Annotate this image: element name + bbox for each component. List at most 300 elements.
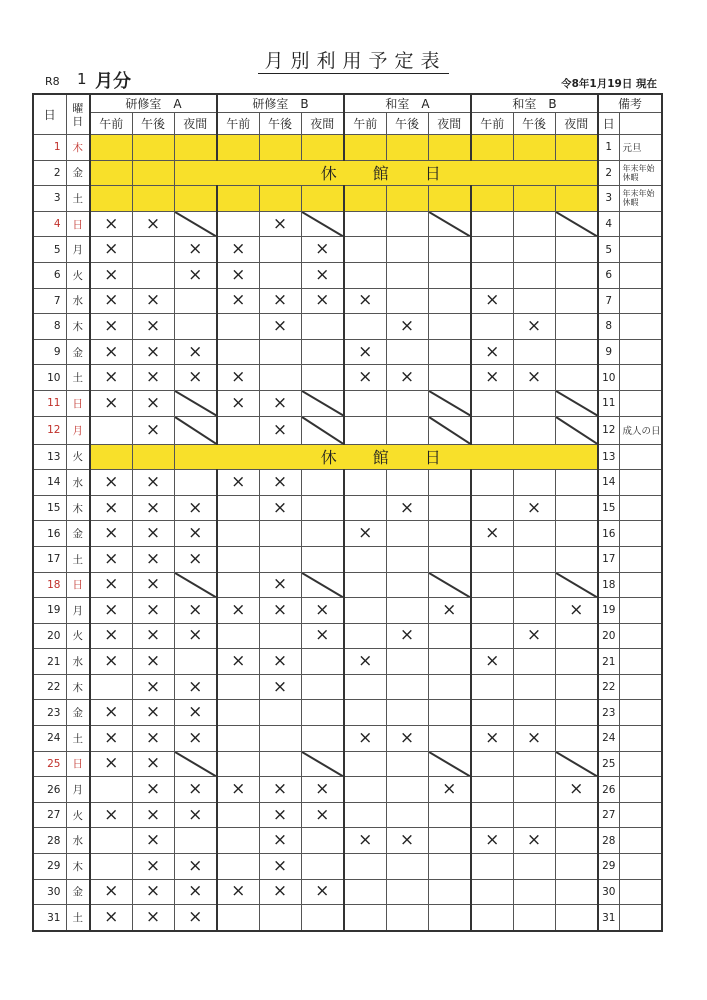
available-slot[interactable] bbox=[555, 495, 598, 521]
booked-slot[interactable] bbox=[259, 314, 301, 340]
available-slot[interactable] bbox=[90, 777, 132, 803]
available-slot[interactable] bbox=[90, 854, 132, 880]
booked-slot[interactable] bbox=[132, 802, 174, 828]
available-slot[interactable] bbox=[386, 700, 428, 726]
available-slot[interactable] bbox=[513, 211, 555, 237]
booked-slot[interactable] bbox=[132, 726, 174, 752]
booked-slot[interactable] bbox=[174, 777, 217, 803]
available-slot[interactable] bbox=[301, 546, 344, 572]
booked-slot[interactable] bbox=[174, 802, 217, 828]
available-slot[interactable] bbox=[555, 854, 598, 880]
available-slot[interactable] bbox=[344, 572, 386, 598]
booked-slot[interactable] bbox=[217, 777, 259, 803]
booked-slot[interactable] bbox=[132, 598, 174, 624]
available-slot[interactable] bbox=[344, 262, 386, 288]
available-slot[interactable] bbox=[259, 262, 301, 288]
available-slot[interactable] bbox=[471, 751, 513, 777]
available-slot[interactable] bbox=[386, 211, 428, 237]
available-slot[interactable] bbox=[217, 905, 259, 931]
available-slot[interactable] bbox=[386, 854, 428, 880]
booked-slot[interactable] bbox=[132, 521, 174, 547]
booked-slot[interactable] bbox=[301, 802, 344, 828]
available-slot[interactable] bbox=[471, 879, 513, 905]
available-slot[interactable] bbox=[471, 390, 513, 416]
booked-slot[interactable] bbox=[513, 314, 555, 340]
available-slot[interactable] bbox=[386, 470, 428, 496]
available-slot[interactable] bbox=[428, 726, 471, 752]
unavailable-slot[interactable] bbox=[174, 572, 217, 598]
booked-slot[interactable] bbox=[132, 314, 174, 340]
available-slot[interactable] bbox=[132, 237, 174, 263]
booked-slot[interactable] bbox=[132, 854, 174, 880]
booked-slot[interactable] bbox=[301, 237, 344, 263]
booked-slot[interactable] bbox=[513, 726, 555, 752]
available-slot[interactable] bbox=[301, 314, 344, 340]
available-slot[interactable] bbox=[555, 828, 598, 854]
available-slot[interactable] bbox=[217, 546, 259, 572]
available-slot[interactable] bbox=[344, 751, 386, 777]
booked-slot[interactable] bbox=[132, 674, 174, 700]
booked-slot[interactable] bbox=[174, 339, 217, 365]
available-slot[interactable] bbox=[513, 674, 555, 700]
available-slot[interactable] bbox=[513, 598, 555, 624]
available-slot[interactable] bbox=[174, 314, 217, 340]
available-slot[interactable] bbox=[471, 674, 513, 700]
available-slot[interactable] bbox=[301, 854, 344, 880]
unavailable-slot[interactable] bbox=[301, 751, 344, 777]
available-slot[interactable] bbox=[471, 470, 513, 496]
booked-slot[interactable] bbox=[301, 623, 344, 649]
available-slot[interactable] bbox=[471, 598, 513, 624]
available-slot[interactable] bbox=[428, 339, 471, 365]
available-slot[interactable] bbox=[217, 416, 259, 444]
available-slot[interactable] bbox=[90, 416, 132, 444]
unavailable-slot[interactable] bbox=[174, 390, 217, 416]
available-slot[interactable] bbox=[386, 674, 428, 700]
booked-slot[interactable] bbox=[132, 777, 174, 803]
booked-slot[interactable] bbox=[471, 365, 513, 391]
available-slot[interactable] bbox=[259, 365, 301, 391]
available-slot[interactable] bbox=[428, 905, 471, 931]
available-slot[interactable] bbox=[217, 751, 259, 777]
available-slot[interactable] bbox=[555, 726, 598, 752]
unavailable-slot[interactable] bbox=[428, 390, 471, 416]
booked-slot[interactable] bbox=[344, 726, 386, 752]
unavailable-slot[interactable] bbox=[555, 572, 598, 598]
unavailable-slot[interactable] bbox=[301, 572, 344, 598]
available-slot[interactable] bbox=[344, 674, 386, 700]
available-slot[interactable] bbox=[217, 314, 259, 340]
available-slot[interactable] bbox=[471, 623, 513, 649]
booked-slot[interactable] bbox=[174, 854, 217, 880]
unavailable-slot[interactable] bbox=[174, 416, 217, 444]
available-slot[interactable] bbox=[513, 339, 555, 365]
booked-slot[interactable] bbox=[259, 802, 301, 828]
available-slot[interactable] bbox=[301, 726, 344, 752]
booked-slot[interactable] bbox=[259, 777, 301, 803]
booked-slot[interactable] bbox=[217, 879, 259, 905]
booked-slot[interactable] bbox=[386, 726, 428, 752]
unavailable-slot[interactable] bbox=[555, 416, 598, 444]
booked-slot[interactable] bbox=[90, 339, 132, 365]
booked-slot[interactable] bbox=[217, 237, 259, 263]
booked-slot[interactable] bbox=[386, 365, 428, 391]
booked-slot[interactable] bbox=[344, 828, 386, 854]
booked-slot[interactable] bbox=[174, 521, 217, 547]
booked-slot[interactable] bbox=[513, 623, 555, 649]
available-slot[interactable] bbox=[471, 572, 513, 598]
booked-slot[interactable] bbox=[132, 365, 174, 391]
available-slot[interactable] bbox=[555, 879, 598, 905]
available-slot[interactable] bbox=[555, 674, 598, 700]
available-slot[interactable] bbox=[555, 521, 598, 547]
booked-slot[interactable] bbox=[132, 828, 174, 854]
booked-slot[interactable] bbox=[90, 649, 132, 675]
available-slot[interactable] bbox=[471, 416, 513, 444]
booked-slot[interactable] bbox=[132, 879, 174, 905]
booked-slot[interactable] bbox=[217, 288, 259, 314]
available-slot[interactable] bbox=[217, 726, 259, 752]
booked-slot[interactable] bbox=[174, 262, 217, 288]
available-slot[interactable] bbox=[386, 598, 428, 624]
booked-slot[interactable] bbox=[90, 288, 132, 314]
booked-slot[interactable] bbox=[259, 390, 301, 416]
available-slot[interactable] bbox=[217, 521, 259, 547]
available-slot[interactable] bbox=[386, 262, 428, 288]
booked-slot[interactable] bbox=[428, 598, 471, 624]
booked-slot[interactable] bbox=[471, 339, 513, 365]
available-slot[interactable] bbox=[344, 802, 386, 828]
available-slot[interactable] bbox=[301, 700, 344, 726]
available-slot[interactable] bbox=[428, 546, 471, 572]
booked-slot[interactable] bbox=[90, 365, 132, 391]
booked-slot[interactable] bbox=[90, 802, 132, 828]
available-slot[interactable] bbox=[513, 905, 555, 931]
booked-slot[interactable] bbox=[344, 649, 386, 675]
available-slot[interactable] bbox=[301, 470, 344, 496]
unavailable-slot[interactable] bbox=[428, 572, 471, 598]
unavailable-slot[interactable] bbox=[428, 211, 471, 237]
booked-slot[interactable] bbox=[132, 572, 174, 598]
unavailable-slot[interactable] bbox=[174, 751, 217, 777]
booked-slot[interactable] bbox=[90, 572, 132, 598]
available-slot[interactable] bbox=[428, 879, 471, 905]
available-slot[interactable] bbox=[386, 237, 428, 263]
booked-slot[interactable] bbox=[344, 365, 386, 391]
booked-slot[interactable] bbox=[471, 726, 513, 752]
unavailable-slot[interactable] bbox=[555, 751, 598, 777]
available-slot[interactable] bbox=[344, 211, 386, 237]
available-slot[interactable] bbox=[471, 905, 513, 931]
available-slot[interactable] bbox=[174, 828, 217, 854]
available-slot[interactable] bbox=[513, 751, 555, 777]
booked-slot[interactable] bbox=[217, 390, 259, 416]
booked-slot[interactable] bbox=[174, 674, 217, 700]
available-slot[interactable] bbox=[471, 546, 513, 572]
available-slot[interactable] bbox=[471, 854, 513, 880]
available-slot[interactable] bbox=[301, 339, 344, 365]
available-slot[interactable] bbox=[259, 546, 301, 572]
available-slot[interactable] bbox=[259, 700, 301, 726]
available-slot[interactable] bbox=[513, 470, 555, 496]
available-slot[interactable] bbox=[259, 751, 301, 777]
available-slot[interactable] bbox=[217, 623, 259, 649]
unavailable-slot[interactable] bbox=[428, 751, 471, 777]
booked-slot[interactable] bbox=[301, 262, 344, 288]
booked-slot[interactable] bbox=[90, 390, 132, 416]
available-slot[interactable] bbox=[301, 649, 344, 675]
booked-slot[interactable] bbox=[132, 700, 174, 726]
available-slot[interactable] bbox=[555, 237, 598, 263]
booked-slot[interactable] bbox=[428, 777, 471, 803]
available-slot[interactable] bbox=[513, 777, 555, 803]
booked-slot[interactable] bbox=[386, 495, 428, 521]
booked-slot[interactable] bbox=[217, 365, 259, 391]
available-slot[interactable] bbox=[513, 700, 555, 726]
booked-slot[interactable] bbox=[174, 726, 217, 752]
available-slot[interactable] bbox=[344, 879, 386, 905]
available-slot[interactable] bbox=[513, 390, 555, 416]
available-slot[interactable] bbox=[386, 546, 428, 572]
available-slot[interactable] bbox=[428, 700, 471, 726]
available-slot[interactable] bbox=[344, 598, 386, 624]
available-slot[interactable] bbox=[217, 700, 259, 726]
booked-slot[interactable] bbox=[132, 416, 174, 444]
available-slot[interactable] bbox=[428, 802, 471, 828]
available-slot[interactable] bbox=[217, 674, 259, 700]
booked-slot[interactable] bbox=[90, 726, 132, 752]
booked-slot[interactable] bbox=[90, 623, 132, 649]
booked-slot[interactable] bbox=[174, 237, 217, 263]
available-slot[interactable] bbox=[259, 623, 301, 649]
booked-slot[interactable] bbox=[259, 495, 301, 521]
booked-slot[interactable] bbox=[386, 623, 428, 649]
unavailable-slot[interactable] bbox=[555, 390, 598, 416]
available-slot[interactable] bbox=[513, 854, 555, 880]
booked-slot[interactable] bbox=[344, 339, 386, 365]
available-slot[interactable] bbox=[217, 339, 259, 365]
available-slot[interactable] bbox=[555, 365, 598, 391]
available-slot[interactable] bbox=[301, 495, 344, 521]
booked-slot[interactable] bbox=[301, 288, 344, 314]
available-slot[interactable] bbox=[555, 700, 598, 726]
available-slot[interactable] bbox=[386, 339, 428, 365]
available-slot[interactable] bbox=[386, 879, 428, 905]
available-slot[interactable] bbox=[428, 521, 471, 547]
booked-slot[interactable] bbox=[259, 649, 301, 675]
booked-slot[interactable] bbox=[555, 777, 598, 803]
booked-slot[interactable] bbox=[132, 470, 174, 496]
available-slot[interactable] bbox=[344, 237, 386, 263]
unavailable-slot[interactable] bbox=[555, 211, 598, 237]
booked-slot[interactable] bbox=[513, 365, 555, 391]
booked-slot[interactable] bbox=[174, 598, 217, 624]
booked-slot[interactable] bbox=[259, 416, 301, 444]
available-slot[interactable] bbox=[386, 802, 428, 828]
available-slot[interactable] bbox=[428, 365, 471, 391]
booked-slot[interactable] bbox=[174, 879, 217, 905]
booked-slot[interactable] bbox=[90, 521, 132, 547]
available-slot[interactable] bbox=[386, 416, 428, 444]
booked-slot[interactable] bbox=[513, 828, 555, 854]
booked-slot[interactable] bbox=[132, 623, 174, 649]
booked-slot[interactable] bbox=[259, 211, 301, 237]
available-slot[interactable] bbox=[386, 572, 428, 598]
available-slot[interactable] bbox=[428, 237, 471, 263]
available-slot[interactable] bbox=[344, 854, 386, 880]
available-slot[interactable] bbox=[513, 288, 555, 314]
booked-slot[interactable] bbox=[217, 649, 259, 675]
booked-slot[interactable] bbox=[259, 854, 301, 880]
booked-slot[interactable] bbox=[217, 262, 259, 288]
booked-slot[interactable] bbox=[344, 288, 386, 314]
available-slot[interactable] bbox=[513, 237, 555, 263]
booked-slot[interactable] bbox=[132, 390, 174, 416]
available-slot[interactable] bbox=[555, 470, 598, 496]
booked-slot[interactable] bbox=[174, 623, 217, 649]
available-slot[interactable] bbox=[471, 802, 513, 828]
available-slot[interactable] bbox=[513, 546, 555, 572]
available-slot[interactable] bbox=[428, 623, 471, 649]
available-slot[interactable] bbox=[132, 262, 174, 288]
booked-slot[interactable] bbox=[90, 905, 132, 931]
available-slot[interactable] bbox=[428, 674, 471, 700]
available-slot[interactable] bbox=[555, 649, 598, 675]
available-slot[interactable] bbox=[428, 314, 471, 340]
booked-slot[interactable] bbox=[301, 598, 344, 624]
available-slot[interactable] bbox=[386, 521, 428, 547]
booked-slot[interactable] bbox=[90, 470, 132, 496]
booked-slot[interactable] bbox=[386, 314, 428, 340]
booked-slot[interactable] bbox=[386, 828, 428, 854]
available-slot[interactable] bbox=[555, 262, 598, 288]
booked-slot[interactable] bbox=[132, 546, 174, 572]
available-slot[interactable] bbox=[513, 879, 555, 905]
available-slot[interactable] bbox=[471, 211, 513, 237]
available-slot[interactable] bbox=[259, 905, 301, 931]
booked-slot[interactable] bbox=[471, 649, 513, 675]
booked-slot[interactable] bbox=[259, 674, 301, 700]
available-slot[interactable] bbox=[301, 674, 344, 700]
unavailable-slot[interactable] bbox=[428, 416, 471, 444]
unavailable-slot[interactable] bbox=[301, 211, 344, 237]
available-slot[interactable] bbox=[344, 495, 386, 521]
available-slot[interactable] bbox=[174, 470, 217, 496]
available-slot[interactable] bbox=[259, 339, 301, 365]
unavailable-slot[interactable] bbox=[301, 390, 344, 416]
booked-slot[interactable] bbox=[132, 288, 174, 314]
available-slot[interactable] bbox=[513, 649, 555, 675]
available-slot[interactable] bbox=[386, 390, 428, 416]
available-slot[interactable] bbox=[344, 416, 386, 444]
booked-slot[interactable] bbox=[90, 598, 132, 624]
booked-slot[interactable] bbox=[471, 288, 513, 314]
booked-slot[interactable] bbox=[174, 546, 217, 572]
available-slot[interactable] bbox=[217, 211, 259, 237]
booked-slot[interactable] bbox=[471, 521, 513, 547]
available-slot[interactable] bbox=[471, 237, 513, 263]
available-slot[interactable] bbox=[471, 700, 513, 726]
available-slot[interactable] bbox=[386, 288, 428, 314]
booked-slot[interactable] bbox=[217, 598, 259, 624]
booked-slot[interactable] bbox=[344, 521, 386, 547]
available-slot[interactable] bbox=[555, 802, 598, 828]
booked-slot[interactable] bbox=[90, 211, 132, 237]
booked-slot[interactable] bbox=[217, 470, 259, 496]
booked-slot[interactable] bbox=[90, 751, 132, 777]
booked-slot[interactable] bbox=[90, 262, 132, 288]
available-slot[interactable] bbox=[555, 339, 598, 365]
available-slot[interactable] bbox=[428, 495, 471, 521]
available-slot[interactable] bbox=[471, 262, 513, 288]
available-slot[interactable] bbox=[428, 288, 471, 314]
booked-slot[interactable] bbox=[259, 470, 301, 496]
booked-slot[interactable] bbox=[132, 339, 174, 365]
available-slot[interactable] bbox=[217, 802, 259, 828]
booked-slot[interactable] bbox=[132, 495, 174, 521]
available-slot[interactable] bbox=[386, 751, 428, 777]
available-slot[interactable] bbox=[344, 623, 386, 649]
booked-slot[interactable] bbox=[90, 700, 132, 726]
available-slot[interactable] bbox=[301, 828, 344, 854]
booked-slot[interactable] bbox=[132, 211, 174, 237]
booked-slot[interactable] bbox=[132, 905, 174, 931]
available-slot[interactable] bbox=[428, 854, 471, 880]
available-slot[interactable] bbox=[513, 416, 555, 444]
available-slot[interactable] bbox=[555, 905, 598, 931]
available-slot[interactable] bbox=[217, 828, 259, 854]
booked-slot[interactable] bbox=[132, 751, 174, 777]
available-slot[interactable] bbox=[259, 237, 301, 263]
booked-slot[interactable] bbox=[513, 495, 555, 521]
available-slot[interactable] bbox=[344, 546, 386, 572]
booked-slot[interactable] bbox=[174, 905, 217, 931]
available-slot[interactable] bbox=[90, 828, 132, 854]
available-slot[interactable] bbox=[344, 777, 386, 803]
available-slot[interactable] bbox=[344, 905, 386, 931]
available-slot[interactable] bbox=[301, 905, 344, 931]
available-slot[interactable] bbox=[301, 365, 344, 391]
available-slot[interactable] bbox=[386, 905, 428, 931]
booked-slot[interactable] bbox=[555, 598, 598, 624]
available-slot[interactable] bbox=[471, 495, 513, 521]
available-slot[interactable] bbox=[471, 314, 513, 340]
available-slot[interactable] bbox=[428, 828, 471, 854]
available-slot[interactable] bbox=[428, 649, 471, 675]
available-slot[interactable] bbox=[471, 777, 513, 803]
available-slot[interactable] bbox=[344, 314, 386, 340]
available-slot[interactable] bbox=[259, 726, 301, 752]
booked-slot[interactable] bbox=[174, 365, 217, 391]
available-slot[interactable] bbox=[555, 314, 598, 340]
available-slot[interactable] bbox=[386, 777, 428, 803]
booked-slot[interactable] bbox=[259, 288, 301, 314]
available-slot[interactable] bbox=[344, 470, 386, 496]
unavailable-slot[interactable] bbox=[301, 416, 344, 444]
booked-slot[interactable] bbox=[471, 828, 513, 854]
booked-slot[interactable] bbox=[301, 777, 344, 803]
available-slot[interactable] bbox=[344, 390, 386, 416]
available-slot[interactable] bbox=[555, 623, 598, 649]
available-slot[interactable] bbox=[513, 262, 555, 288]
available-slot[interactable] bbox=[386, 649, 428, 675]
unavailable-slot[interactable] bbox=[174, 211, 217, 237]
available-slot[interactable] bbox=[174, 649, 217, 675]
available-slot[interactable] bbox=[555, 288, 598, 314]
available-slot[interactable] bbox=[259, 521, 301, 547]
booked-slot[interactable] bbox=[259, 572, 301, 598]
available-slot[interactable] bbox=[513, 521, 555, 547]
